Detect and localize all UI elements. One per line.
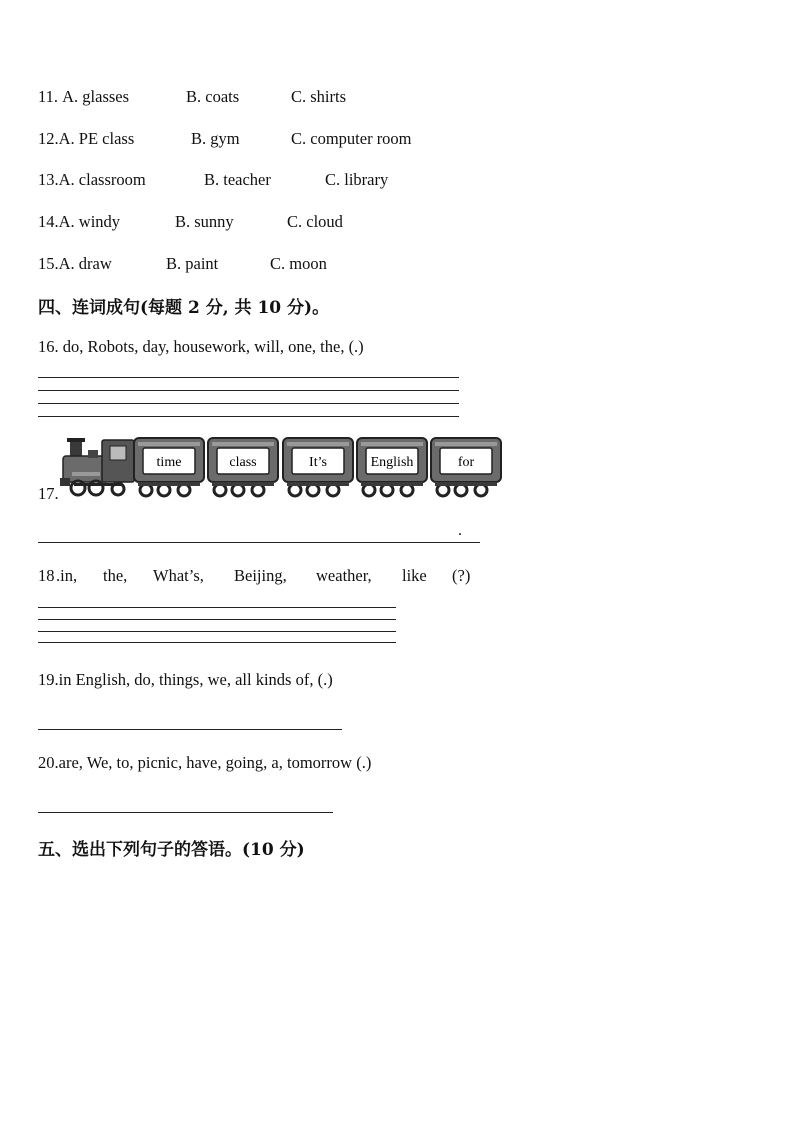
- option-a: A. classroom: [58, 170, 146, 189]
- section-5-heading: 五、选出下列句子的答语。(10 分): [38, 840, 305, 860]
- sentence-period: .: [458, 522, 462, 539]
- question-number: 16: [38, 337, 55, 356]
- option-c: C. cloud: [287, 212, 343, 231]
- option-a: A. PE class: [58, 129, 135, 148]
- question-number: 13: [38, 170, 55, 189]
- question-number: 14: [38, 212, 55, 231]
- word-token: What’s,: [153, 566, 204, 585]
- answer-line[interactable]: [38, 631, 396, 632]
- question-number: 15: [38, 254, 55, 273]
- option-b: B. coats: [186, 87, 240, 106]
- answer-line[interactable]: [38, 542, 480, 543]
- question-17-number: 17.: [38, 484, 59, 503]
- option-c: C. library: [325, 170, 389, 189]
- answer-line[interactable]: [38, 642, 396, 643]
- question-19: [38, 670, 333, 690]
- option-a: A. windy: [58, 212, 121, 231]
- question-text: .are, We, to, picnic, have, going, a, tomorrow (.): [54, 753, 372, 772]
- option-b: B. teacher: [204, 170, 271, 189]
- train-car-word: for: [457, 455, 475, 470]
- answer-line[interactable]: [38, 619, 396, 620]
- question-number: 20: [38, 753, 55, 772]
- question-number: 19: [38, 670, 55, 689]
- answer-line[interactable]: [38, 812, 333, 813]
- question-11: 11. A. glasses B. coats C. shirts: [38, 87, 347, 106]
- word-token: the,: [103, 566, 128, 585]
- section-4-heading: 四、连词成句(每题 2 分, 共 10 分)。: [38, 298, 330, 318]
- question-13: 13.A. classroom B. teacher C. library: [38, 170, 389, 189]
- answer-line[interactable]: [38, 377, 459, 378]
- train-car-word: It’s: [309, 455, 327, 470]
- answer-line[interactable]: [38, 607, 396, 608]
- option-b: B. gym: [191, 129, 240, 148]
- option-b: B. paint: [166, 254, 219, 273]
- locomotive-icon: [60, 438, 134, 495]
- train-illustration: [60, 436, 505, 502]
- question-text: .in English, do, things, we, all kinds of, (.): [54, 670, 333, 689]
- option-b: B. sunny: [175, 212, 234, 231]
- answer-line[interactable]: [38, 416, 459, 417]
- option-a: A. glasses: [62, 87, 130, 106]
- train-car-word: English: [370, 455, 414, 470]
- question-16: [38, 337, 364, 357]
- question-18-number: 18: [38, 566, 55, 585]
- train-car-word: class: [229, 455, 257, 470]
- question-20: [38, 753, 371, 773]
- option-c: C. shirts: [291, 87, 347, 106]
- train-car-word: time: [156, 455, 182, 470]
- question-number: 12: [38, 129, 55, 148]
- word-token: like: [402, 566, 427, 585]
- question-number: 11: [38, 87, 54, 106]
- answer-line[interactable]: [38, 403, 459, 404]
- answer-line[interactable]: [38, 390, 459, 391]
- question-14: 14.A. windy B. sunny C. cloud: [38, 212, 343, 231]
- option-c: C. computer room: [291, 129, 412, 148]
- option-a: A. draw: [58, 254, 112, 273]
- question-12: 12.A. PE class B. gym C. computer room: [38, 129, 412, 148]
- answer-line[interactable]: [38, 729, 342, 730]
- option-c: C. moon: [270, 254, 327, 273]
- word-token: weather,: [316, 566, 372, 585]
- word-token: Beijing,: [234, 566, 287, 585]
- question-text: . do, Robots, day, housework, will, one, the, (.): [54, 337, 364, 356]
- question-15: 15.A. draw B. paint C. moon: [38, 254, 327, 273]
- word-token: .in,: [56, 566, 78, 585]
- word-token: (?): [452, 566, 471, 585]
